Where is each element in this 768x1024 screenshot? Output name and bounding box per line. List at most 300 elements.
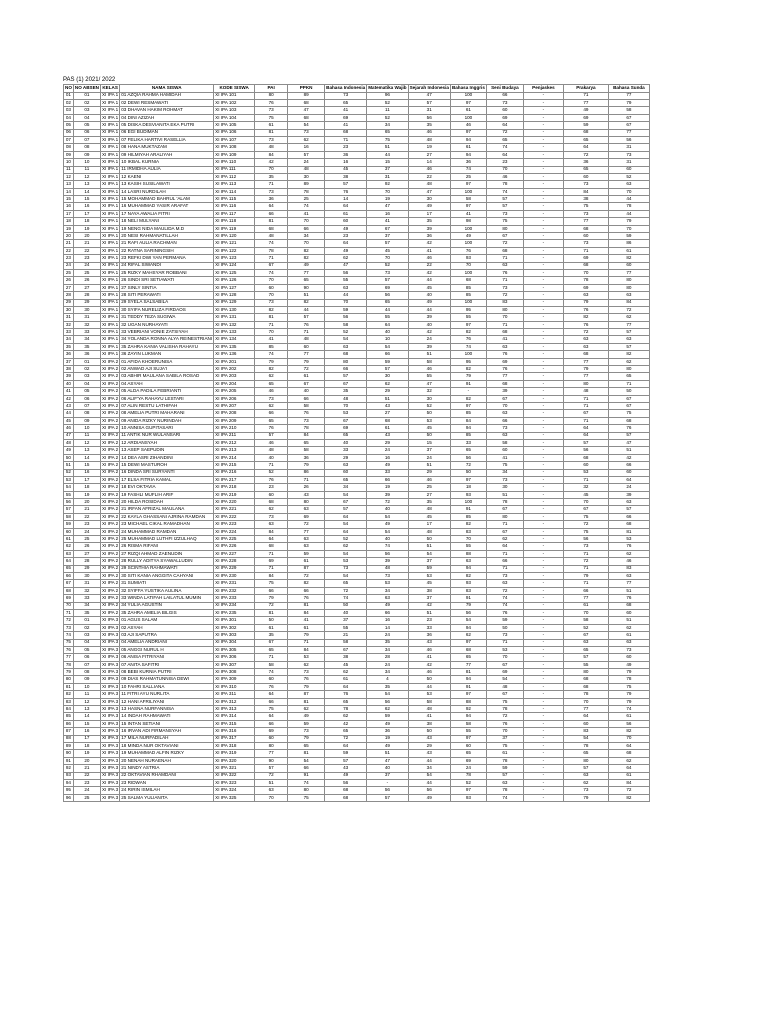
cell-sejarah-indonesia: 42 [408,329,450,336]
cell-sejarah-indonesia: 55 [408,373,450,380]
cell-prakarya: 63 [563,292,608,299]
cell-penjaskes: - [523,691,563,698]
col-header-penjaskes: Penjaskes [523,85,563,93]
cell-kode-siswa: XI IPA 115 [214,196,255,203]
cell-kelas: XI IPA 2 [101,565,119,571]
cell-seni-budaya: 75 [486,218,523,225]
cell-ppkn: 62 [288,706,325,713]
cell-kode-siswa: XI IPA 210 [214,425,255,432]
cell-bahasa-inggris: 18 [450,484,486,491]
cell-pai: 66 [255,698,288,705]
cell-sejarah-indonesia: 37 [408,595,450,602]
cell-ppkn: 75 [288,794,325,801]
cell-ppkn: 72 [288,521,325,528]
cell-bahasa-inggris: 97 [450,129,486,136]
cell-kelas: XI IPA 1 [101,107,119,113]
cell-bahasa-inggris: 97 [450,476,486,483]
cell-seni-budaya: 63 [486,779,523,786]
cell-seni-budaya: 46 [486,173,523,180]
cell-nama-siswa: 01 AZQIA RAHMA HAMIDAH [120,92,214,99]
cell-penjaskes: - [523,750,563,757]
cell-kelas: XI IPA 3 [101,779,119,785]
cell-no-absen: 34 [73,336,100,343]
cell-kode-siswa: XI IPA 222 [214,513,255,520]
cell-ppkn: 70 [288,218,325,225]
cell-bahasa-sunda: 77 [608,269,649,276]
cell-bahasa-inggris: 41 [450,210,486,217]
cell-no: 82 [64,691,74,698]
cell-pai: 79 [255,595,288,602]
cell-bahasa-indonesia: 49 [325,225,367,232]
cell-sejarah-indonesia: 30 [408,196,450,203]
cell-ppkn: 87 [288,565,325,572]
cell-nama-siswa: 13 KASIH SUSILAWATI [120,181,214,188]
table-row [64,447,650,454]
cell-nama-siswa: 14 INDAH RAHMAWATI [120,713,214,720]
cell-seni-budaya: 66 [486,558,523,565]
cell-kelas: XI IPA 3 [101,624,119,630]
cell-prakarya: 55 [563,661,608,668]
cell-penjaskes: - [523,277,563,284]
cell-sejarah-indonesia: 45 [408,580,450,587]
cell-bahasa-indonesia: 44 [325,292,367,299]
cell-bahasa-inggris: 82 [450,521,486,528]
cell-sejarah-indonesia: 35 [408,218,450,225]
cell-sejarah-indonesia: 43 [408,750,450,757]
cell-prakarya: 71 [563,580,608,587]
cell-bahasa-indonesia: 45 [325,661,367,668]
cell-no-absen: 01 [73,92,100,99]
cell-no-absen: 27 [73,550,100,557]
cell-seni-budaya: 78 [486,181,523,188]
cell-ppkn: 79 [288,358,325,365]
cell-penjaskes: - [523,321,563,328]
cell-kode-siswa: XI IPA 233 [214,595,255,602]
cell-kode-siswa: XI IPA 206 [214,395,255,402]
cell-sejarah-indonesia: 22 [408,173,450,180]
cell-bahasa-inggris: 97 [450,639,486,646]
cell-bahasa-inggris: 65 [450,447,486,454]
cell-nama-siswa: 08 AMELIA PUTRI MAHARANI [120,410,214,417]
cell-seni-budaya: 70 [486,314,523,321]
cell-pai: 60 [255,491,288,498]
cell-no-absen: 23 [73,779,100,786]
cell-seni-budaya: 69 [486,669,523,676]
cell-matematika-wajib: 56 [367,787,408,794]
cell-penjaskes: - [523,159,563,166]
cell-bahasa-sunda: 79 [608,669,649,676]
cell-sejarah-indonesia: 48 [408,528,450,535]
cell-pai: 73 [255,299,288,306]
cell-no: 17 [64,210,74,217]
cell-penjaskes: - [523,617,563,624]
cell-bahasa-sunda: 82 [608,351,649,358]
cell-kelas: XI IPA 3 [101,691,119,697]
cell-sejarah-indonesia: 45 [408,284,450,291]
cell-matematika-wajib: 49 [367,521,408,528]
cell-prakarya: 58 [563,617,608,624]
cell-pai: 74 [255,669,288,676]
cell-bahasa-indonesia: 72 [325,735,367,742]
cell-no: 13 [64,181,74,188]
cell-prakarya: 80 [563,669,608,676]
cell-bahasa-inggris: 83 [450,587,486,594]
cell-nama-siswa: 08 HANA MUKTAZAM [120,144,214,151]
cell-bahasa-inggris: 100 [450,351,486,358]
cell-ppkn: 61 [288,373,325,380]
cell-kode-siswa: XI IPA 108 [214,144,255,151]
cell-seni-budaya: 71 [486,550,523,557]
cell-kelas: XI IPA 1 [101,144,119,150]
cell-bahasa-inggris: 91 [450,506,486,513]
cell-pai: 48 [255,233,288,240]
cell-penjaskes: - [523,225,563,232]
cell-prakarya: 79 [563,299,608,306]
cell-no-absen: 07 [73,403,100,410]
cell-kelas: XI IPA 3 [101,668,119,674]
cell-sejarah-indonesia: 17 [408,210,450,217]
cell-bahasa-indonesia: 67 [325,646,367,653]
cell-kode-siswa: XI IPA 313 [214,706,255,713]
cell-pai: 68 [255,225,288,232]
cell-no: 39 [64,373,74,380]
cell-kode-siswa: XI IPA 129 [214,299,255,306]
cell-nama-siswa: 22 KAYLA GHASSANI AJRINA RAMDAN [120,513,214,520]
cell-pai: 51 [255,779,288,786]
table-row [64,196,650,203]
cell-no: 65 [64,565,74,572]
cell-no: 88 [64,735,74,742]
cell-bahasa-sunda: 52 [608,173,649,180]
cell-nama-siswa: 02 ANWAD AJI SUJA'I [120,366,214,373]
cell-kelas: XI IPA 2 [101,425,119,431]
cell-no-absen: 34 [73,602,100,609]
cell-ppkn: 69 [288,513,325,520]
cell-ppkn: 73 [288,728,325,735]
cell-kode-siswa: XI IPA 131 [214,314,255,321]
cell-prakarya: 70 [563,698,608,705]
cell-bahasa-indonesia: 52 [325,329,367,336]
cell-bahasa-inggris: 91 [450,380,486,387]
cell-penjaskes: - [523,336,563,343]
cell-bahasa-inggris: 91 [450,683,486,690]
cell-no: 81 [64,683,74,690]
cell-ppkn: 80 [288,499,325,506]
col-header-kode-siswa: KODE SISWA [214,85,255,93]
cell-no-absen: 03 [73,107,100,114]
cell-bahasa-sunda: 53 [608,536,649,543]
cell-pai: 52 [255,469,288,476]
cell-pai: 36 [255,196,288,203]
cell-bahasa-indonesia: 74 [325,595,367,602]
cell-bahasa-sunda: 64 [608,742,649,749]
cell-no-absen: 30 [73,306,100,313]
cell-bahasa-indonesia: 65 [325,698,367,705]
cell-sejarah-indonesia: 54 [408,550,450,557]
cell-no-absen: 22 [73,247,100,254]
cell-penjaskes: - [523,572,563,579]
cell-ppkn: 72 [288,366,325,373]
cell-bahasa-indonesia: 29 [325,454,367,461]
cell-prakarya: 77 [563,373,608,380]
cell-sejarah-indonesia: 50 [408,410,450,417]
cell-kode-siswa: XI IPA 226 [214,543,255,550]
cell-kelas: XI IPA 3 [101,698,119,704]
cell-penjaskes: - [523,306,563,313]
cell-no-absen: 27 [73,284,100,291]
cell-ppkn: 16 [288,144,325,151]
cell-penjaskes: - [523,358,563,365]
cell-bahasa-inggris: 97 [450,99,486,106]
table-row [64,218,650,225]
cell-prakarya: 56 [563,447,608,454]
cell-kelas: XI IPA 2 [101,462,119,468]
cell-bahasa-indonesia: 16 [325,159,367,166]
cell-kode-siswa: XI IPA 325 [214,794,255,801]
cell-bahasa-sunda: 63 [608,336,649,343]
cell-pai: 48 [255,144,288,151]
cell-no: 69 [64,595,74,602]
cell-seni-budaya: 76 [486,609,523,616]
cell-no-absen: 28 [73,292,100,299]
table-row [64,720,650,727]
cell-seni-budaya: 59 [486,765,523,772]
cell-ppkn: 63 [288,543,325,550]
cell-bahasa-inggris: 82 [450,572,486,579]
cell-nama-siswa: 04 ASYAH [120,380,214,387]
cell-kode-siswa: XI IPA 120 [214,233,255,240]
cell-bahasa-sunda: 31 [608,144,649,151]
cell-ppkn: 41 [288,210,325,217]
cell-sejarah-indonesia: 47 [408,92,450,99]
table-row [64,595,650,602]
cell-bahasa-sunda: 80 [608,366,649,373]
cell-no: 36 [64,351,74,358]
cell-no: 93 [64,772,74,779]
cell-pai: 76 [255,425,288,432]
cell-matematika-wajib: 70 [367,188,408,195]
cell-kelas: XI IPA 3 [101,750,119,756]
cell-ppkn: 71 [288,639,325,646]
cell-no: 25 [64,269,74,276]
cell-no-absen: 18 [73,484,100,491]
cell-penjaskes: - [523,469,563,476]
cell-kelas: XI IPA 3 [101,794,119,800]
cell-prakarya: 68 [563,454,608,461]
cell-seni-budaya: 57 [486,772,523,779]
cell-sejarah-indonesia: 50 [408,432,450,439]
cell-prakarya: 79 [563,794,608,801]
cell-prakarya: 32 [563,484,608,491]
cell-ppkn: 58 [288,447,325,454]
cell-prakarya: 68 [563,129,608,136]
cell-no: 61 [64,536,74,543]
table-row [64,92,650,99]
cell-sejarah-indonesia: 49 [408,794,450,801]
cell-kelas: XI IPA 2 [101,558,119,564]
cell-bahasa-inggris: 55 [450,728,486,735]
cell-penjaskes: - [523,654,563,661]
cell-prakarya: 82 [563,314,608,321]
cell-kode-siswa: XI IPA 304 [214,639,255,646]
table-row [64,351,650,358]
cell-matematika-wajib: 16 [367,210,408,217]
cell-no: 76 [64,646,74,653]
cell-bahasa-inggris: 100 [450,499,486,506]
cell-kelas: XI IPA 3 [101,720,119,726]
cell-pai: 70 [255,329,288,336]
cell-ppkn: 34 [288,233,325,240]
cell-bahasa-sunda: 79 [608,691,649,698]
cell-prakarya: 71 [563,550,608,557]
cell-kelas: XI IPA 2 [101,513,119,519]
cell-no: 87 [64,728,74,735]
cell-seni-budaya: 71 [486,565,523,572]
cell-seni-budaya: 76 [486,720,523,727]
cell-seni-budaya: 74 [486,595,523,602]
cell-no: 92 [64,765,74,772]
cell-no-absen: 36 [73,351,100,358]
cell-ppkn: 24 [288,159,325,166]
cell-sejarah-indonesia: 24 [408,454,450,461]
cell-matematika-wajib: 54 [367,513,408,520]
cell-nama-siswa: 03 ABHIR MAULANA SABILA ROSAD [120,373,214,380]
cell-sejarah-indonesia: 51 [408,543,450,550]
cell-bahasa-indonesia: 61 [325,210,367,217]
cell-bahasa-inggris: 95 [450,306,486,313]
cell-no: 28 [64,292,74,299]
cell-no: 72 [64,617,74,624]
cell-kelas: XI IPA 3 [101,632,119,637]
table-row [64,454,650,461]
cell-nama-siswa: 09 HILMIYAH ARALIYAH [120,151,214,158]
cell-nama-siswa: 19 NENG NIDA MAULIDA M.D [120,225,214,232]
cell-bahasa-inggris: 100 [450,188,486,195]
table-row [64,99,650,106]
cell-matematika-wajib: 75 [367,136,408,143]
cell-matematika-wajib: 69 [367,284,408,291]
cell-kelas: XI IPA 1 [101,343,119,349]
cell-no-absen: 26 [73,543,100,550]
cell-kode-siswa: XI IPA 135 [214,343,255,350]
cell-prakarya: 68 [563,262,608,269]
cell-ppkn: 66 [288,587,325,594]
cell-kelas: XI IPA 2 [101,469,119,475]
cell-bahasa-inggris: 65 [450,654,486,661]
cell-kode-siswa: XI IPA 314 [214,713,255,720]
cell-no: 11 [64,166,74,173]
cell-sejarah-indonesia: 37 [408,447,450,454]
cell-pai: 62 [255,403,288,410]
cell-no-absen: 14 [73,454,100,461]
table-row [64,469,650,476]
cell-bahasa-sunda: 80 [608,284,649,291]
cell-bahasa-inggris: 65 [450,750,486,757]
cell-kelas: XI IPA 3 [101,713,119,719]
cell-nama-siswa: 28 RULLY ADITYA SYAWALLUDIN [120,558,214,565]
table-row [64,284,650,291]
cell-ppkn: 48 [288,336,325,343]
cell-no-absen: 01 [73,358,100,365]
cell-seni-budaya: 23 [486,159,523,166]
cell-no: 89 [64,742,74,749]
cell-bahasa-indonesia: 43 [325,765,367,772]
cell-kelas: XI IPA 2 [101,439,119,445]
table-row [64,151,650,158]
cell-seni-budaya: 78 [486,787,523,794]
table-row [64,395,650,402]
cell-kelas: XI IPA 2 [101,410,119,416]
cell-matematika-wajib: 40 [367,765,408,772]
cell-nama-siswa: 07 FELIKA HARTIVI RASELLIA [120,136,214,143]
cell-matematika-wajib: 44 [367,151,408,158]
cell-bahasa-sunda: 79 [608,218,649,225]
cell-nama-siswa: 01 AGUS SALAM [120,617,214,624]
cell-sejarah-indonesia: 48 [408,136,450,143]
cell-kode-siswa: XI IPA 106 [214,129,255,136]
cell-bahasa-indonesia: 68 [325,129,367,136]
cell-matematika-wajib: 56 [367,292,408,299]
cell-bahasa-indonesia: 64 [325,203,367,210]
cell-pai: 85 [255,343,288,350]
cell-nama-siswa: 07 ANITA SAFITRI [120,661,214,668]
cell-ppkn: 82 [288,247,325,254]
cell-prakarya: 57 [563,654,608,661]
cell-penjaskes: - [523,462,563,469]
cell-sejarah-indonesia: 14 [408,159,450,166]
cell-no: 21 [64,240,74,247]
cell-sejarah-indonesia: 39 [408,225,450,232]
table-row [64,462,650,469]
cell-matematika-wajib: 40 [367,329,408,336]
cell-seni-budaya: 71 [486,277,523,284]
cell-penjaskes: - [523,558,563,565]
cell-seni-budaya: 63 [486,343,523,350]
cell-bahasa-sunda: 62 [608,314,649,321]
cell-bahasa-indonesia: 50 [325,602,367,609]
cell-ppkn: 65 [288,742,325,749]
cell-prakarya: 80 [563,380,608,387]
cell-no: 62 [64,543,74,550]
cell-prakarya: 38 [563,196,608,203]
cell-seni-budaya: 64 [486,151,523,158]
cell-bahasa-indonesia: 57 [325,373,367,380]
cell-kelas: XI IPA 2 [101,491,119,497]
cell-seni-budaya: 78 [486,499,523,506]
cell-bahasa-sunda: 61 [608,772,649,779]
cell-nama-siswa: 16 MUHAMMAD YASIR ARAFAT [120,203,214,210]
table-row [64,765,650,772]
cell-seni-budaya: 37 [486,735,523,742]
cell-bahasa-indonesia: 49 [325,247,367,254]
cell-penjaskes: - [523,255,563,262]
cell-bahasa-indonesia: 54 [325,572,367,579]
cell-pai: 73 [255,513,288,520]
cell-kode-siswa: XI IPA 320 [214,757,255,764]
cell-bahasa-inggris: 50 [450,469,486,476]
cell-ppkn: 54 [288,757,325,764]
cell-no-absen: 18 [73,742,100,749]
cell-kelas: XI IPA 3 [101,661,119,667]
cell-seni-budaya: 78 [486,757,523,764]
cell-kode-siswa: XI IPA 235 [214,609,255,616]
cell-penjaskes: - [523,757,563,764]
cell-nama-siswa: 32 SYIFFA YUSTIKA AULINA [120,587,214,594]
cell-no-absen: 16 [73,469,100,476]
cell-kode-siswa: XI IPA 124 [214,262,255,269]
cell-bahasa-indonesia: 34 [325,484,367,491]
cell-no-absen: 29 [73,565,100,572]
